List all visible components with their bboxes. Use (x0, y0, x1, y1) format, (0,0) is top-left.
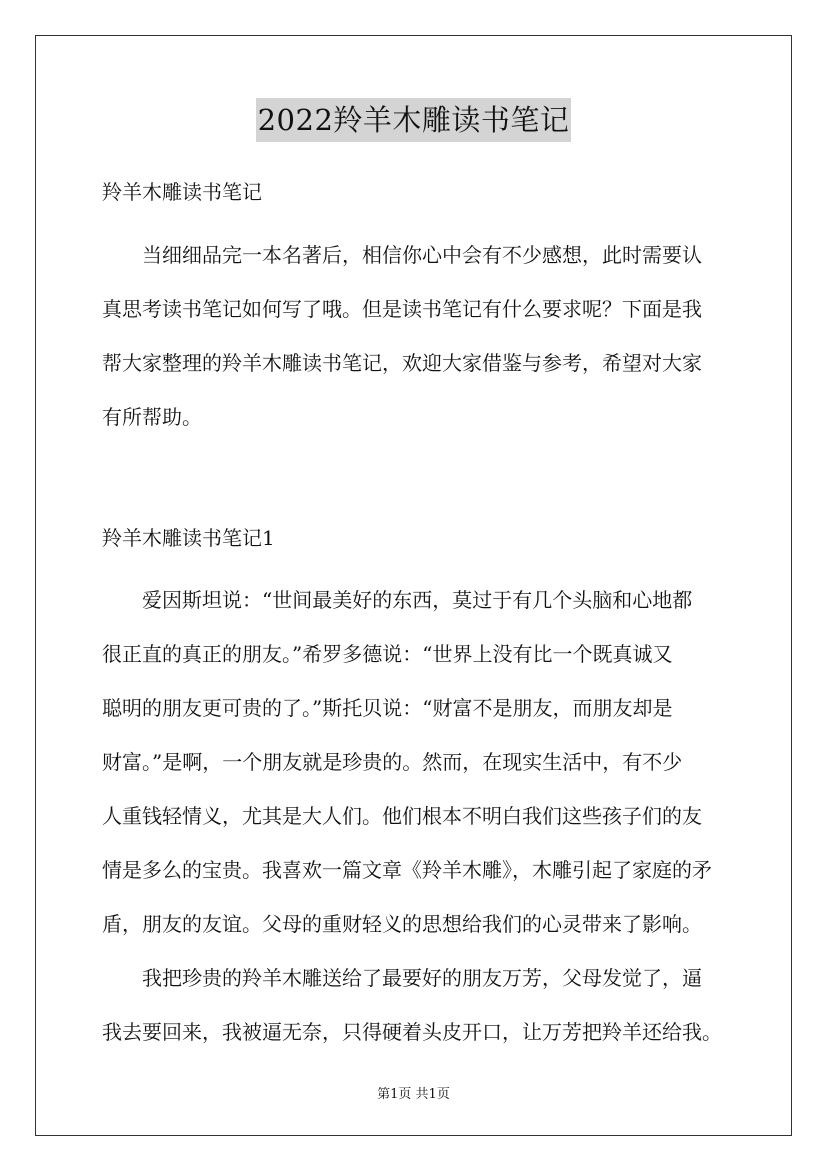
document-body (102, 172, 727, 1059)
paragraph-1 (102, 573, 727, 951)
section-heading-1: 羚羊木雕读书笔记1 (102, 526, 275, 550)
text-line: 聪明的朋友更可贵的了。”斯托贝说：“财富不是朋友，而朋友却是 (102, 696, 673, 720)
text-line: 情是多么的宝贵。我喜欢一篇文章《羚羊木雕》，木雕引起了家庭的矛 (102, 858, 712, 882)
title-container (0, 98, 827, 142)
text-line: 财富。”是啊，一个朋友就是珍贵的。然而，在现实生活中，有不少 (102, 750, 683, 774)
paragraph-2 (102, 951, 727, 1059)
document-title: 2022羚羊木雕读书笔记 (256, 98, 572, 142)
text-line: 很正直的真正的朋友。”希罗多德说：“世界上没有比一个既真诚又 (102, 642, 673, 666)
text-line: 人重钱轻情义，尤其是大人们。他们根本不明白我们这些孩子们的友 (102, 804, 702, 828)
text-line: 盾，朋友的友谊。父母的重财轻义的思想给我们的心灵带来了影响。 (102, 912, 702, 936)
text-line: 真思考读书笔记如何写了哦。但是读书笔记有什么要求呢？下面是我 (102, 297, 702, 321)
page-number: 第1页 共1页 (377, 1087, 450, 1102)
text-line: 爱因斯坦说：“世间最美好的东西，莫过于有几个头脑和心地都 (142, 588, 693, 612)
text-line: 帮大家整理的羚羊木雕读书笔记，欢迎大家借鉴与参考，希望对大家 (102, 351, 702, 375)
text-line: 我去要回来，我被逼无奈，只得硬着头皮开口，让万芳把羚羊还给我。 (102, 1020, 722, 1044)
text-line: 有所帮助。 (102, 405, 202, 429)
page-footer (0, 1083, 827, 1102)
intro-paragraph (102, 228, 727, 444)
text-line: 我把珍贵的羚羊木雕送给了最要好的朋友万芳，父母发觉了，逼 (142, 966, 702, 990)
section-heading-main: 羚羊木雕读书笔记 (102, 180, 262, 204)
text-line: 当细细品完一本名著后，相信你心中会有不少感想，此时需要认 (142, 243, 702, 267)
